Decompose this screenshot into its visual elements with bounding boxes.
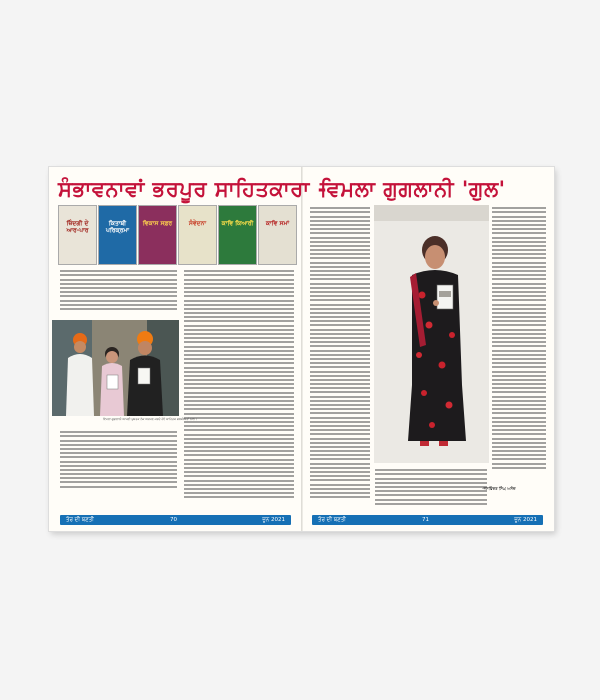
book-cover-4: [178, 205, 217, 265]
group-photo-illustration: [52, 320, 179, 416]
right-page-headline: ਵਿਮਲਾ ਗੁਗਲਾਨੀ 'ਗੁਲ': [320, 177, 506, 201]
text-column: [60, 268, 177, 318]
book-cover-1: [58, 205, 97, 265]
text-column: [60, 429, 177, 499]
portrait-photo: [374, 205, 489, 463]
footer-issue-date: ਜੂਨ 2021: [262, 517, 285, 523]
footer-magazine-name: ਤੋਰ ਦੀ ਬਣਤੀ: [318, 517, 346, 523]
group-photo: [52, 320, 179, 416]
book-cover-title: ਕਾਵਿ ਕਿਆਰੀ: [221, 220, 254, 227]
book-cover-5: [218, 205, 257, 265]
footer-issue-date: ਜੂਨ 2021: [514, 517, 537, 523]
text-column: [310, 205, 370, 508]
text-column: [492, 205, 546, 485]
book-cover-6: [258, 205, 297, 265]
left-page-headline: ਸੰਭਾਵਨਾਵਾਂ ਭਰਪੂਰ ਸਾਹਿਤਕਾਰਾ -: [58, 177, 327, 201]
text-column: [184, 268, 294, 508]
footer-page-number: 70: [170, 517, 177, 523]
text-column: [375, 467, 487, 509]
footer-page-number: 71: [422, 517, 429, 523]
portrait-illustration: [374, 205, 489, 463]
book-cover-3: [138, 205, 177, 265]
book-cover-title: ਸੰਵੇਦਨਾ: [188, 220, 207, 227]
author-byline: -ਜਸਵਿੰਦਰ ਸਿੰਘ ਅਨੰਦ: [482, 486, 516, 491]
right-page-footer: [312, 515, 543, 525]
photo-caption: ਵਿਮਲਾ ਗੁਗਲਾਨੀ ਆਪਣੀ ਪੁਸਤਕ ਲੋਕ ਅਰਪਣ ਕਰਦੇ ਹੋਏ ਸਾਹਿਤਕ ਸ਼ਖ਼ਸੀਅਤਾਂ ਨਾਲ।: [103, 417, 197, 421]
left-page-footer: [60, 515, 291, 525]
magazine-spread: [49, 167, 554, 531]
book-cover-title: ਕਾਵਿ ਸਮਾਂ: [265, 220, 290, 227]
page-gutter: [301, 167, 303, 531]
book-cover-title: ਕਿਤਾਬੀ ਪਰਿਕ੍ਰਮਾ: [106, 220, 129, 234]
footer-magazine-name: ਤੋਰ ਦੀ ਬਣਤੀ: [66, 517, 94, 523]
book-cover-2: [98, 205, 137, 265]
book-cover-title: ਵਿਕਾਸ ਸਫ਼ਰ: [142, 220, 173, 227]
book-cover-title: ਜ਼ਿੰਦਗੀ ਦੇ ਆਰ-ਪਾਰ: [66, 220, 89, 234]
